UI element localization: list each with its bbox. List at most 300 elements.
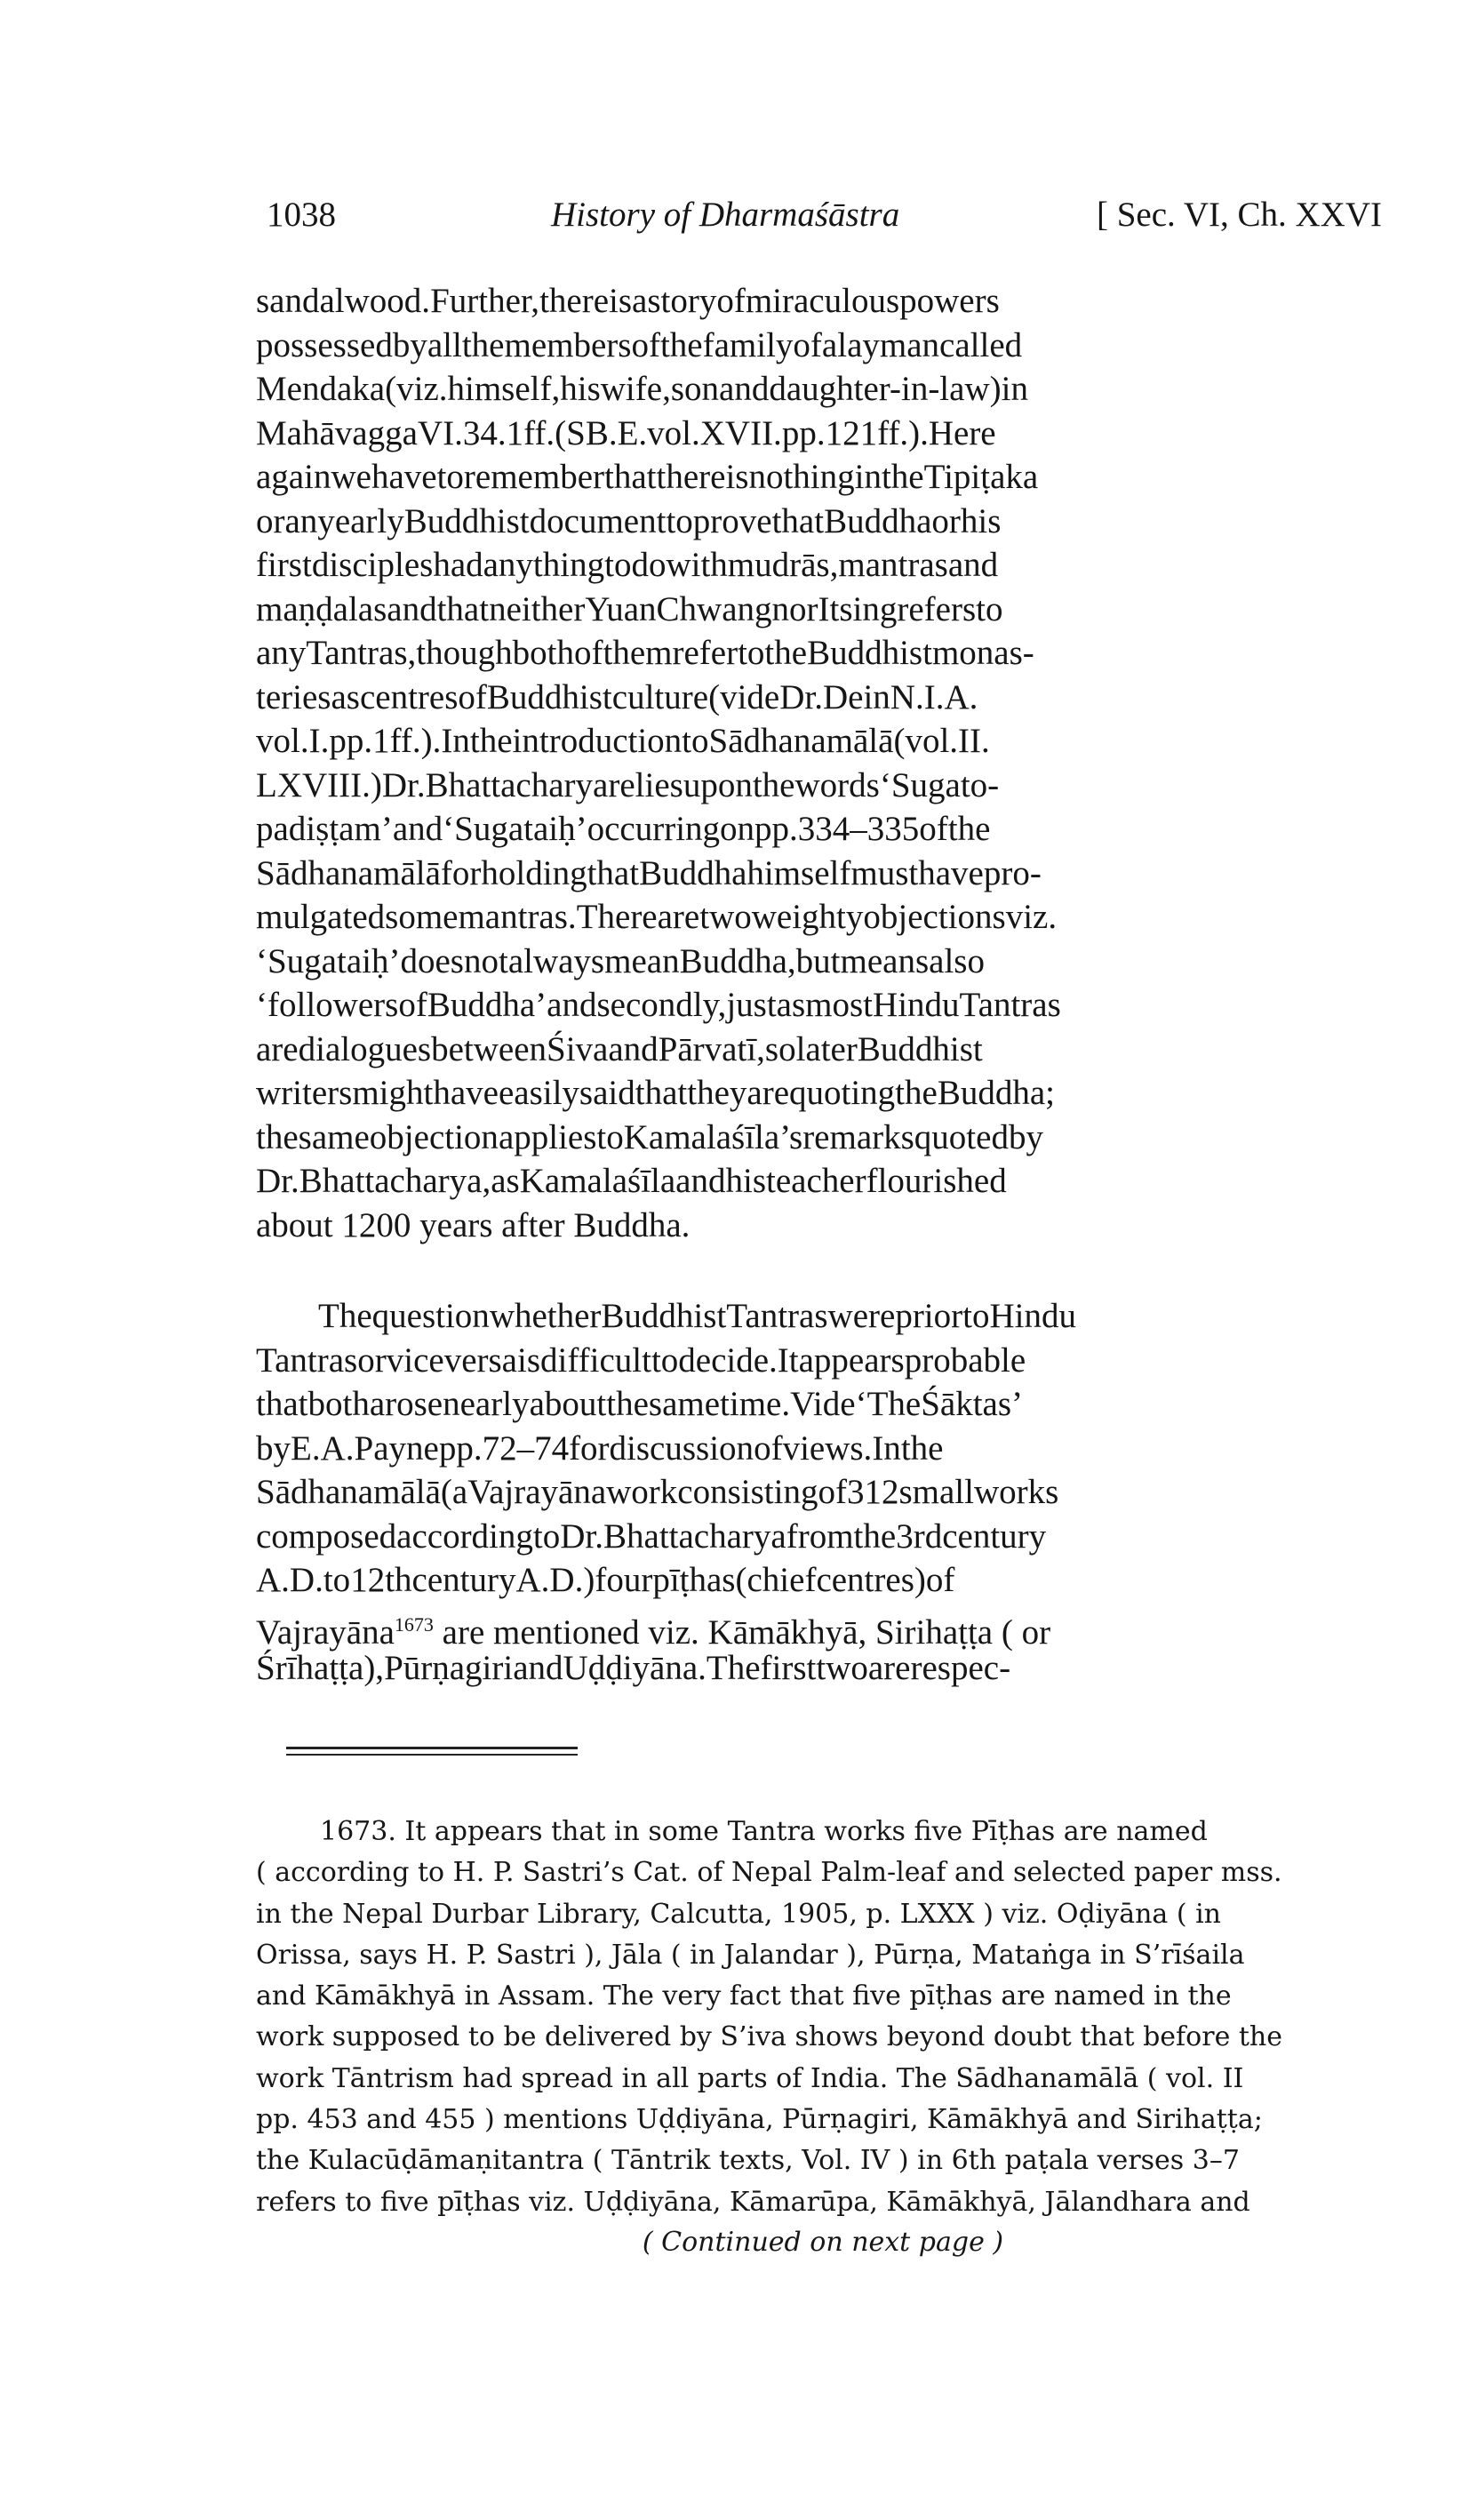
word: quoted [914, 1117, 1009, 1156]
word: consisting [677, 1473, 818, 1511]
word: weighty [751, 898, 864, 936]
word: N. [890, 677, 924, 716]
word: Buddha [824, 501, 932, 540]
word: relies [608, 765, 683, 804]
text-line [256, 500, 1390, 544]
word: nor [771, 589, 818, 628]
word: ’ [575, 810, 587, 848]
text-line [256, 1470, 1390, 1515]
word: neither [489, 589, 586, 628]
word: A. [515, 1561, 550, 1599]
word: must [850, 853, 919, 892]
text-fragment: are mentioned viz. Kāmākhyā, Sirihaṭṭa ( or [433, 1612, 1051, 1652]
text-line: about 1200 years after Buddha. [256, 1205, 691, 1244]
word: work [606, 1473, 678, 1511]
word: and [675, 1162, 726, 1200]
word: that [771, 501, 825, 540]
word: ( [735, 1561, 747, 1599]
word: views. [782, 1428, 873, 1468]
text-line [256, 1427, 1390, 1471]
word: a [632, 282, 648, 320]
word: story [647, 282, 717, 320]
word: all [427, 325, 462, 364]
word: time. [720, 1385, 791, 1423]
word: two [816, 1649, 868, 1687]
word: we [331, 458, 371, 496]
word: small [898, 1473, 974, 1511]
footnote-line: the Kulacūḍāmaṇitantra ( Tāntrik texts, Vol. IV ) in 6th paṭala verses 3–7 [256, 2145, 1240, 2177]
word: prior [895, 1297, 963, 1335]
paragraph-1 [256, 279, 1390, 1247]
word: teries [256, 677, 331, 716]
word: to [596, 1117, 624, 1156]
word: Sādhanamālā [256, 853, 441, 892]
word: Bhattacharya [425, 765, 609, 804]
word: is [609, 282, 633, 320]
word: nothing [748, 458, 855, 496]
word: Uḍḍiyāna. [563, 1649, 707, 1687]
word: though [416, 634, 513, 672]
word: in [863, 677, 890, 716]
word: words [794, 765, 880, 804]
word: Śāktas [921, 1385, 1012, 1423]
word: A. [320, 1428, 355, 1468]
word: four [595, 1561, 653, 1599]
word: to [682, 722, 709, 760]
word: A. [944, 677, 978, 716]
word: early [334, 501, 404, 540]
text-line [256, 1116, 1390, 1160]
word: ( [440, 1473, 452, 1511]
word: as [491, 1162, 520, 1200]
word: VI. [417, 413, 463, 452]
word: pp. [329, 722, 373, 760]
word: composed [256, 1516, 397, 1556]
word: De [822, 677, 864, 716]
word: does [400, 941, 464, 980]
word: Chwang [656, 589, 772, 628]
word: a [451, 1473, 468, 1511]
word: Dr. [381, 765, 426, 804]
running-header [267, 188, 1382, 242]
footnote-ref[interactable]: 1673 [394, 1612, 434, 1636]
word: Bhattacharya [603, 1516, 786, 1556]
word: Hindu [989, 1297, 1076, 1335]
footnote-line: 1673. It appears that in some Tantra works five Pīṭhas are named [320, 1816, 1208, 1847]
word: quoting [789, 1074, 896, 1112]
word: decide. [678, 1340, 778, 1380]
word: applies [498, 1117, 597, 1156]
word: Pūrṇagiri [384, 1649, 514, 1687]
word: objections [863, 898, 1006, 936]
word: vol. [647, 413, 700, 452]
word: the [752, 765, 795, 804]
word: Further, [430, 282, 540, 320]
word: ff. [523, 413, 555, 452]
word: the [947, 810, 991, 848]
word: Buddhist [486, 677, 612, 716]
word: or [357, 1340, 387, 1380]
word: is [517, 1340, 541, 1380]
word: on [720, 810, 755, 848]
word: vide [720, 677, 780, 716]
word: of [631, 325, 660, 364]
word: is [725, 458, 749, 496]
word: vol. [905, 722, 959, 760]
word: pp. [438, 1428, 483, 1468]
word: they [687, 1074, 747, 1112]
word: first [760, 1649, 817, 1687]
word: have [371, 458, 437, 496]
word: Bhattacharya, [299, 1162, 491, 1200]
word: objection [369, 1117, 499, 1156]
word: ( [893, 722, 906, 760]
text-line [256, 1071, 1390, 1116]
word: E. [291, 1428, 321, 1468]
word: Dr. [779, 677, 823, 716]
text-line [256, 719, 1390, 764]
word: centres [359, 677, 459, 716]
word: just [726, 986, 777, 1024]
word: to [962, 1297, 990, 1335]
footnote-line: and Kāmākhyā in Assam. The very fact that five pīṭhas are named in the [256, 1980, 1232, 2012]
word: Śiva [547, 1029, 609, 1068]
word: In [441, 722, 470, 760]
word: and [608, 1029, 659, 1068]
word: appears [798, 1340, 905, 1380]
word: Dr. [256, 1162, 299, 1200]
word: ’ [535, 986, 547, 1024]
word: Buddhist [807, 634, 932, 672]
word: pp. [754, 810, 798, 848]
word: vice [386, 1340, 444, 1380]
word: of [925, 1561, 955, 1599]
word: Payne [354, 1428, 439, 1468]
word: members [504, 325, 632, 364]
word: from [786, 1516, 854, 1556]
text-line [256, 455, 1390, 500]
word: the [764, 634, 808, 672]
word: of [754, 1428, 783, 1468]
word: that [587, 853, 640, 892]
text-line [256, 1159, 1390, 1204]
word: but [795, 941, 841, 980]
word: Buddha [937, 1074, 1046, 1112]
text-line [256, 764, 1390, 808]
word: Sādhanamālā [256, 1473, 441, 1511]
word: ‘Sugataiḥ [256, 941, 389, 980]
text-line [256, 543, 1390, 588]
word: ) [583, 1561, 595, 1599]
word: mantras. [458, 898, 577, 936]
word: of [919, 810, 948, 848]
word: 72–74 [482, 1428, 570, 1468]
word: that [635, 1074, 688, 1112]
page-number: 1038 [267, 196, 336, 234]
word: LXVIII. [256, 765, 371, 804]
word: as [776, 986, 806, 1024]
word: occurring [587, 810, 721, 848]
word: means [840, 941, 930, 980]
word: Tantras [256, 1340, 358, 1380]
word: followers [267, 986, 399, 1024]
text-line [256, 676, 1390, 720]
word: Śrīhaṭṭa [256, 1649, 364, 1687]
word: Sādhanamālā [708, 722, 894, 760]
word: S [566, 413, 586, 452]
word: Buddhist [601, 1297, 727, 1335]
footnote-line: in the Nepal Durbar Library, Calcutta, 1905, p. LXXX ) viz. Oḍiyāna ( in [256, 1898, 1221, 1930]
word: ) [914, 1561, 926, 1599]
word: mantras [838, 546, 948, 584]
word: two [699, 898, 752, 936]
word: Itsing [818, 589, 898, 628]
word: It [777, 1340, 799, 1380]
word: about [529, 1385, 607, 1423]
word: 334–335 [797, 810, 920, 848]
word: were [827, 1297, 896, 1335]
word: not [463, 941, 508, 980]
text-line [256, 412, 1390, 456]
word: are [867, 1649, 911, 1687]
word: himself [746, 853, 851, 892]
word: dialogues [298, 1029, 432, 1068]
word: same [298, 1117, 370, 1156]
word: the [256, 1117, 299, 1156]
word: refer [672, 634, 738, 672]
word: are [657, 898, 700, 936]
word: Buddha, [679, 941, 796, 980]
word: easily [498, 1074, 579, 1112]
word: the [606, 1385, 649, 1423]
word: by [256, 1428, 291, 1468]
word: there [656, 458, 726, 496]
word: daughter-in-law [769, 370, 990, 408]
word: century [411, 1561, 516, 1599]
word: refers [897, 589, 977, 628]
word: arose [369, 1385, 443, 1423]
word: Dr. [560, 1516, 603, 1556]
word: ). [420, 722, 442, 760]
word: D. [549, 1561, 584, 1599]
word: culture [611, 677, 709, 716]
word: pīṭhas [652, 1561, 736, 1599]
word: with [666, 546, 728, 584]
word: and [513, 1649, 563, 1687]
word: to [532, 1516, 561, 1556]
footnote-line: Orissa, says H. P. Sastri ), Jāla ( in Jalandar ), Pūrṇa, Mataṅga in S’rīśaila [256, 1939, 1245, 1971]
word: ’ [380, 810, 393, 848]
word: any [256, 634, 307, 672]
text-line [256, 1028, 1390, 1072]
word: introduction [512, 722, 683, 760]
word: the [469, 722, 513, 760]
word: that [256, 1385, 308, 1423]
word: Pārvatī, [658, 1029, 765, 1068]
word: Mendaka [256, 370, 386, 408]
word: his [725, 1162, 766, 1200]
word: the [853, 1516, 897, 1556]
word: of [793, 325, 822, 364]
word: also [929, 941, 985, 980]
word: ‘ [443, 810, 455, 848]
word: of [398, 986, 427, 1024]
word: are [256, 1029, 299, 1068]
word: respec- [910, 1649, 1011, 1687]
word: ‘ [256, 986, 267, 1024]
word: Tantras [959, 986, 1061, 1024]
word: Sugataiḥ [454, 810, 576, 848]
word: pro- [983, 853, 1042, 892]
word: The [318, 1297, 372, 1335]
word: Sugato- [890, 765, 1000, 804]
text-line [256, 324, 1390, 368]
word: viz. [396, 370, 448, 408]
word: ( [385, 370, 397, 408]
word: discussion [609, 1428, 754, 1468]
paragraph-2 [256, 1294, 1390, 1691]
word: again [256, 458, 331, 496]
word: have [433, 1074, 499, 1112]
word: ). [908, 413, 929, 452]
word: miraculous [745, 282, 900, 320]
word: disciples [311, 546, 434, 584]
text-line [256, 1382, 1390, 1427]
word: ) [370, 765, 382, 804]
word: and [387, 589, 437, 628]
word: and [719, 370, 770, 408]
word: ’ [388, 941, 401, 980]
word: Buddha [639, 853, 747, 892]
word: to [323, 1561, 351, 1599]
word: for [440, 853, 482, 892]
footnote-line: pp. 453 and 455 ) mentions Uḍḍiyāna, Pūrṇagiri, Kāmākhyā and Sirihaṭṭa; [256, 2104, 1263, 2136]
word: 3rd [896, 1516, 943, 1556]
word: mudrās, [727, 546, 839, 584]
text-line [256, 631, 1390, 676]
word: teacher [766, 1162, 866, 1200]
word: a [821, 325, 838, 364]
word: I. [308, 722, 330, 760]
word: ’ [1011, 1385, 1024, 1423]
word: ( [555, 413, 567, 452]
word: and [392, 810, 443, 848]
word: writers [256, 1074, 353, 1112]
word: Vajrayāna [467, 1473, 607, 1511]
word: ), [363, 1649, 385, 1687]
word: 1 [372, 722, 390, 760]
footnote-line: ( according to H. P. Sastri’s Cat. of Nepal Palm-leaf and selected paper mss. [256, 1857, 1282, 1889]
word: of [716, 282, 746, 320]
word: ‘ [879, 765, 891, 804]
word: to [666, 501, 693, 540]
word: holding [481, 853, 587, 892]
word: do [631, 546, 667, 584]
text-line [256, 807, 1390, 852]
word: document [529, 501, 667, 540]
word: them [603, 634, 673, 672]
word: B. [585, 413, 618, 452]
word: 34. [462, 413, 507, 452]
footnote-divider [286, 1747, 578, 1749]
word: always [507, 941, 605, 980]
word: works [973, 1473, 1059, 1511]
word: family [702, 325, 794, 364]
word: 312 [846, 1473, 899, 1511]
word: some [385, 898, 459, 936]
word: later [795, 1029, 858, 1068]
word: vol. [256, 722, 309, 760]
word: to [604, 546, 632, 584]
word: Here [928, 413, 996, 452]
word: his [560, 370, 601, 408]
word: ‘ [855, 1385, 867, 1423]
word: 121 [825, 413, 878, 452]
word: have [918, 853, 984, 892]
word: The [866, 1385, 922, 1423]
word: of [818, 1473, 847, 1511]
word: had [433, 546, 483, 584]
footnote-line: refers to five pīṭhas viz. Uḍḍiyāna, Kāmarūpa, Kāmākhyā, Jālandhara and [256, 2186, 1250, 2218]
word: Hindu [873, 986, 960, 1024]
word: that [604, 458, 657, 496]
word: same [648, 1385, 721, 1423]
word: In [872, 1428, 901, 1468]
word: A. [256, 1561, 290, 1599]
word: first [256, 546, 312, 584]
word: Tantras, [306, 634, 417, 672]
word: padiṣṭam [256, 810, 381, 848]
text-line [256, 1558, 1390, 1603]
word: for [569, 1428, 610, 1468]
word: powers [899, 282, 1000, 320]
word: remarks [802, 1117, 914, 1156]
text-line-with-footnote [256, 1603, 1390, 1652]
word: E. [617, 413, 648, 452]
text-line [256, 367, 1390, 412]
word: whether [489, 1297, 602, 1335]
word: There [576, 898, 658, 936]
word: there [539, 282, 610, 320]
text-line [256, 1646, 1390, 1691]
text-line [256, 1339, 1390, 1383]
word: his [960, 501, 1002, 540]
word: both [512, 634, 574, 672]
word: of [573, 634, 603, 672]
word: son [670, 370, 720, 408]
word: to [651, 1340, 679, 1380]
word: mean [604, 941, 680, 980]
word: by [392, 325, 427, 364]
word: flourished [866, 1162, 1007, 1200]
text-line [256, 983, 1390, 1028]
word: might [352, 1074, 434, 1112]
word: and [947, 546, 999, 584]
word: so [764, 1029, 796, 1068]
running-title: History of Dharmaśāstra [551, 196, 900, 234]
word: Yuan [585, 589, 657, 628]
word: remember [463, 458, 604, 496]
word: monas- [931, 634, 1034, 672]
word: as [331, 677, 360, 716]
word: most [805, 986, 874, 1024]
word: the [881, 458, 924, 496]
word: in [854, 458, 882, 496]
word: said [579, 1074, 635, 1112]
word: the [659, 325, 703, 364]
footnote-line: work supposed to be delivered by S’iva shows beyond doubt that before the [256, 2021, 1282, 2053]
word: probable [904, 1340, 1026, 1380]
